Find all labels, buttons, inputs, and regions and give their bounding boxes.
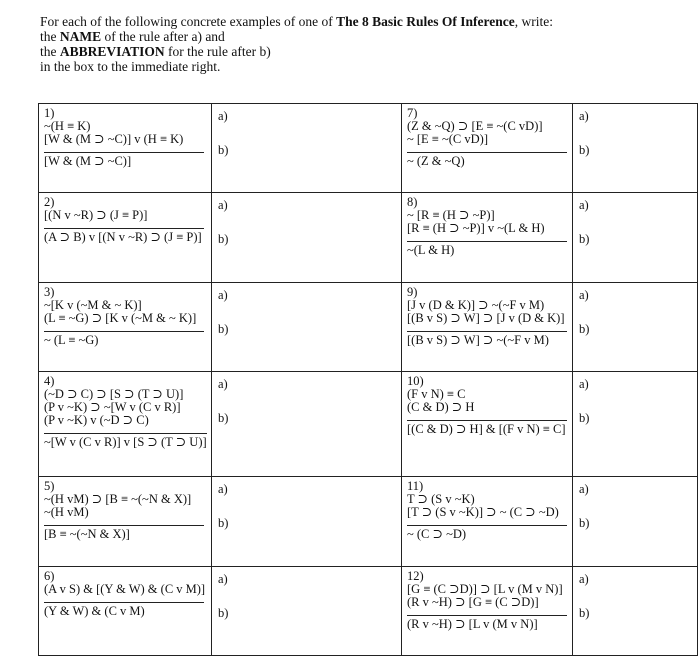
- conclusion: ~ (L ≡ ~G): [44, 331, 204, 347]
- rules-table: [38, 103, 698, 656]
- problem-content: [402, 477, 572, 541]
- conclusion: [(C & D) ⊃ H] & [(F v N) ≡ C]: [407, 422, 566, 437]
- table-row: [39, 477, 698, 566]
- premise: [R ≡ (H ⊃ ~P)] v ~(L & H): [407, 221, 545, 236]
- premise: [(B v S) ⊃ W] ⊃ [J v (D & K)]: [407, 310, 565, 325]
- problem-cell: [402, 104, 573, 193]
- answer-label-a: a): [579, 571, 589, 586]
- answer-label-b: b): [579, 232, 590, 247]
- answer-label-a: a): [579, 482, 589, 497]
- table-row: [39, 282, 698, 371]
- instruction-bold: NAME: [59, 29, 102, 44]
- premise: (P v ~K) v (~D ⊃ C): [44, 413, 149, 428]
- premise: [G ≡ (C ⊃D)] ⊃ [L v (M v N)]: [407, 581, 563, 596]
- conclusion: (R v ~H) ⊃ [L v (M v N)]: [407, 615, 567, 631]
- problem-cell: [39, 193, 212, 282]
- problem-content: [39, 477, 211, 541]
- conclusion: (A ⊃ B) v [(N v ~R) ⊃ (J ≡ P)]: [44, 228, 204, 244]
- problem-cell: [402, 372, 573, 477]
- instruction-line-4: in the box to the immediate right.: [40, 59, 221, 74]
- conclusion: (Y & W) & (C v M): [44, 602, 204, 618]
- problem-number: 8): [407, 195, 418, 210]
- conclusion: ~ (C ⊃ ~D): [407, 525, 567, 541]
- problem-cell: [39, 477, 212, 566]
- answer-cell[interactable]: [573, 566, 698, 655]
- answer-cell[interactable]: [573, 193, 698, 282]
- problem-number: 3): [44, 284, 55, 299]
- answer-label-a: a): [218, 377, 228, 392]
- premise: ~[K v (~M & ~ K)]: [44, 297, 142, 312]
- premise: (L ≡ ~G) ⊃ [K v (~M & ~ K)]: [44, 310, 197, 325]
- premise: ~(H ≡ K): [44, 119, 91, 133]
- answer-cell[interactable]: [573, 477, 698, 566]
- instruction-line-3: [40, 44, 680, 59]
- answer-label-b: b): [218, 516, 229, 531]
- answer-cell[interactable]: [212, 372, 402, 477]
- problem-content: [402, 283, 572, 347]
- answer-label-b: b): [579, 411, 590, 426]
- problem-content: [39, 193, 211, 244]
- premise: T ⊃ (S v ~K): [407, 492, 475, 507]
- answer-cell[interactable]: [573, 372, 698, 477]
- premise: (R v ~H) ⊃ [G ≡ (C ⊃D)]: [407, 594, 539, 609]
- problem-number: 12): [407, 568, 424, 583]
- problem-number: 9): [407, 284, 418, 299]
- problem-content: [39, 104, 211, 168]
- answer-cell[interactable]: [212, 477, 402, 566]
- answer-label-b: b): [579, 143, 590, 157]
- answer-cell[interactable]: [212, 566, 402, 655]
- answer-label-a: a): [218, 482, 228, 497]
- answer-label-a: a): [579, 377, 589, 392]
- instruction-bold: The 8 Basic Rules Of Inference: [336, 14, 515, 29]
- conclusion: [(B v S) ⊃ W] ⊃ ~(~F v M): [407, 331, 567, 347]
- answer-label-b: b): [579, 605, 590, 620]
- rules-table-body: [39, 104, 698, 656]
- problem-number: 4): [44, 374, 55, 389]
- problem-content: [402, 104, 572, 168]
- problem-content: [402, 372, 572, 436]
- instruction-text: For each of the following concrete examples of one of: [40, 14, 337, 29]
- answer-label-b: b): [218, 605, 229, 620]
- problem-number: 10): [407, 374, 424, 389]
- answer-label-b: b): [218, 232, 229, 247]
- answer-label-b: b): [579, 321, 590, 336]
- problem-content: [402, 193, 572, 257]
- answer-label-b: b): [218, 321, 229, 336]
- problem-cell: [39, 372, 212, 477]
- instruction-line-2: [40, 29, 680, 44]
- answer-label-a: a): [579, 198, 589, 213]
- problem-cell: [402, 193, 573, 282]
- answer-label-a: a): [579, 287, 589, 302]
- premise: (P v ~K) ⊃ ~[W v (C v R)]: [44, 400, 181, 415]
- problem-cell: [39, 566, 212, 655]
- premise: (F v N) ≡ C: [407, 387, 466, 402]
- answer-cell[interactable]: [573, 104, 698, 193]
- premise: ~(H vM): [44, 505, 89, 520]
- table-row: [39, 372, 698, 477]
- problem-content: [39, 283, 211, 347]
- conclusion: ~ (Z & ~Q): [407, 152, 567, 168]
- problem-number: 6): [44, 568, 55, 583]
- conclusion: [B ≡ ~(~N & X)]: [44, 525, 204, 541]
- premise: (C & D) ⊃ H: [407, 400, 475, 415]
- problem-cell: [39, 104, 212, 193]
- problem-cell: [402, 566, 573, 655]
- answer-cell[interactable]: [212, 104, 402, 193]
- premise: (~D ⊃ C) ⊃ [S ⊃ (T ⊃ U)]: [44, 387, 184, 402]
- problem-number: 2): [44, 195, 55, 210]
- instruction-text: , write:: [514, 14, 554, 29]
- problem-content: [39, 567, 211, 618]
- premise: ~ [E ≡ ~(C vD)]: [407, 132, 488, 146]
- problem-cell: [402, 282, 573, 371]
- problem-cell: [39, 282, 212, 371]
- conclusion: ~(L & H): [407, 241, 567, 257]
- premise: (Z & ~Q) ⊃ [E ≡ ~(C vD)]: [407, 119, 543, 133]
- problem-content: [402, 567, 572, 631]
- conclusion: ~[W v (C v R)] v [S ⊃ (T ⊃ U)]: [44, 435, 207, 450]
- instruction-bold: ABBREVIATION: [59, 44, 165, 59]
- premise: ~ [R ≡ (H ⊃ ~P)]: [407, 208, 495, 223]
- answer-label-a: a): [218, 287, 228, 302]
- problem-cell: [402, 477, 573, 566]
- table-row: [39, 193, 698, 282]
- instruction-text: the: [40, 44, 60, 59]
- answer-cell[interactable]: [573, 282, 698, 371]
- instruction-text: for the rule after b): [164, 44, 271, 59]
- table-row: [39, 566, 698, 655]
- instruction-text: the: [40, 29, 60, 44]
- table-row: [39, 104, 698, 193]
- answer-label-a: a): [579, 109, 589, 123]
- premise: [(N v ~R) ⊃ (J ≡ P)]: [44, 208, 148, 223]
- problem-number: 7): [407, 106, 418, 120]
- premise: [T ⊃ (S v ~K)] ⊃ ~ (C ⊃ ~D): [407, 505, 559, 520]
- instruction-text: of the rule after a) and: [101, 29, 225, 44]
- conclusion: [W & (M ⊃ ~C)]: [44, 152, 204, 168]
- premise: (A v S) & [(Y & W) & (C v M)]: [44, 581, 206, 596]
- answer-label-b: b): [579, 516, 590, 531]
- instructions: [40, 14, 680, 74]
- problem-number: 1): [44, 106, 55, 120]
- premise: ~(H vM) ⊃ [B ≡ ~(~N & X)]: [44, 492, 192, 507]
- answer-label-a: a): [218, 198, 228, 213]
- instruction-line-1: [40, 14, 680, 29]
- answer-label-b: b): [218, 411, 229, 426]
- answer-cell[interactable]: [212, 282, 402, 371]
- answer-cell[interactable]: [212, 193, 402, 282]
- premise: [W & (M ⊃ ~C)] v (H ≡ K): [44, 132, 184, 146]
- problem-number: 5): [44, 479, 55, 494]
- answer-label-a: a): [218, 571, 228, 586]
- premise: [J v (D & K)] ⊃ ~(~F v M): [407, 297, 545, 312]
- problem-content: [39, 372, 211, 449]
- answer-label-b: b): [218, 143, 229, 157]
- problem-number: 11): [407, 479, 424, 494]
- answer-label-a: a): [218, 109, 228, 123]
